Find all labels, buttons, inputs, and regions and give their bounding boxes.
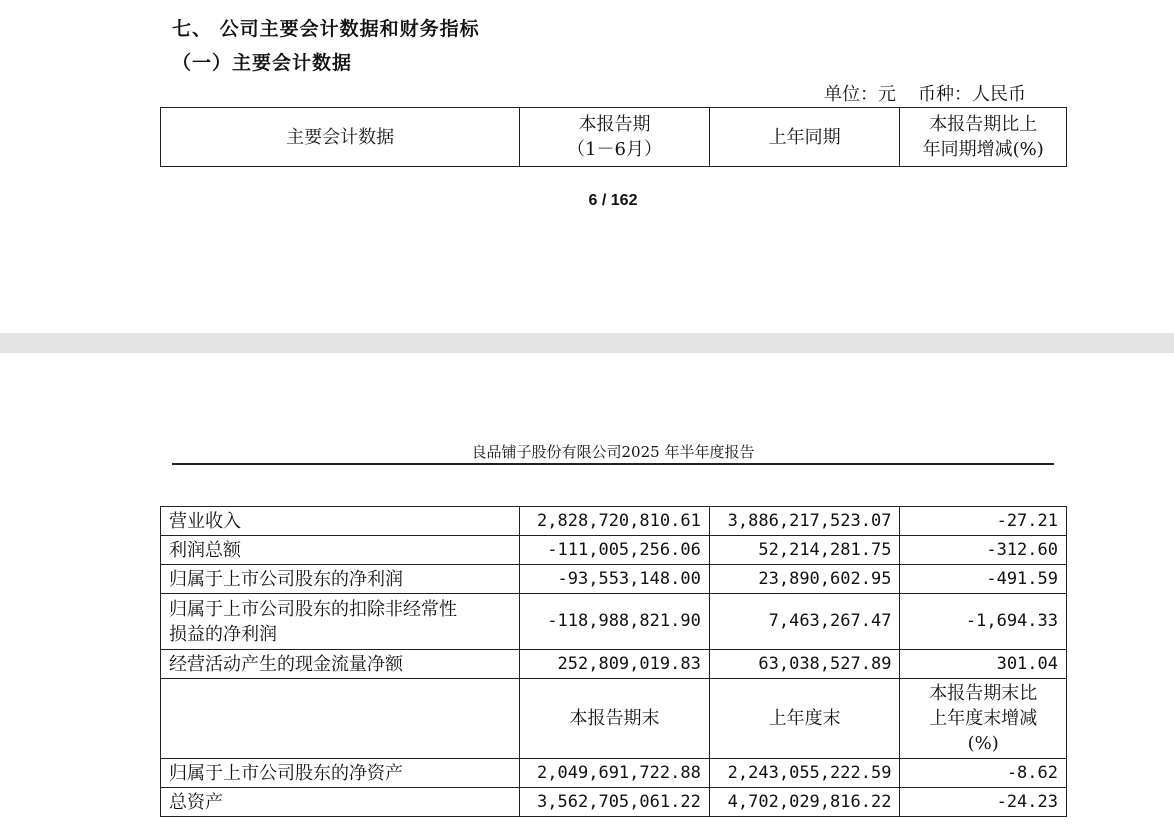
table-row: [161, 594, 1067, 650]
header-cell-change: 本报告期比上 年同期增减(%): [900, 108, 1067, 167]
row-prior-value: 3,886,217,523.07: [709, 507, 900, 536]
row-change-percent: -8.62: [900, 759, 1067, 788]
header2-cell-change: 本报告期末比 上年度末增减 (%): [900, 679, 1067, 759]
row-label: 利润总额: [161, 536, 520, 565]
currency-label: 币种：人民币: [918, 84, 1026, 105]
page-6: [0, 0, 1174, 333]
table-header-row: [161, 108, 1067, 167]
table-row: [161, 650, 1067, 679]
row-label: 归属于上市公司股东的净利润: [161, 565, 520, 594]
table-header-row-2: [161, 679, 1067, 759]
row-label: 归属于上市公司股东的净资产: [161, 759, 520, 788]
row-current-value: -111,005,256.06: [520, 536, 710, 565]
table-row: [161, 507, 1067, 536]
header2-cell-prior: 上年度末: [709, 679, 900, 759]
table-row: [161, 565, 1067, 594]
row-label: 归属于上市公司股东的扣除非经常性 损益的净利润: [161, 594, 520, 650]
header2-cell-current: 本报告期末: [520, 679, 710, 759]
row-current-value: -118,988,821.90: [520, 594, 710, 650]
row-change-percent: -491.59: [900, 565, 1067, 594]
running-header: 良品铺子股份有限公司2025 年半年度报告: [471, 443, 755, 461]
row-current-value: 3,562,705,061.22: [520, 788, 710, 817]
header-cell-prior: 上年同期: [709, 108, 900, 167]
row-prior-value: 23,890,602.95: [709, 565, 900, 594]
page-7: [0, 353, 1174, 840]
row-prior-value: 52,214,281.75: [709, 536, 900, 565]
row-prior-value: 63,038,527.89: [709, 650, 900, 679]
header-cell-item: 主要会计数据: [161, 108, 520, 167]
table-header-part: [160, 107, 1067, 167]
table-row: [161, 788, 1067, 817]
subsection-heading: （一）主要会计数据: [172, 52, 353, 74]
row-label: 总资产: [161, 788, 520, 817]
row-prior-value: 7,463,267.47: [709, 594, 900, 650]
row-label: 营业收入: [161, 507, 520, 536]
unit-label: 单位：元: [824, 84, 896, 105]
row-prior-value: 4,702,029,816.22: [709, 788, 900, 817]
row-change-percent: -1,694.33: [900, 594, 1067, 650]
row-change-percent: -27.21: [900, 507, 1067, 536]
section-heading: 七、 公司主要会计数据和财务指标: [172, 18, 480, 40]
table-row: [161, 536, 1067, 565]
unit-line: [824, 80, 1026, 106]
table-row: [161, 759, 1067, 788]
financial-data-table: [160, 506, 1067, 817]
row-prior-value: 2,243,055,222.59: [709, 759, 900, 788]
row-current-value: 252,809,019.83: [520, 650, 710, 679]
page-gap: [0, 333, 1174, 353]
header2-cell-item: [161, 679, 520, 759]
row-current-value: 2,828,720,810.61: [520, 507, 710, 536]
row-change-percent: -312.60: [900, 536, 1067, 565]
row-current-value: -93,553,148.00: [520, 565, 710, 594]
page-number: 6 / 162: [588, 192, 638, 209]
row-label: 经营活动产生的现金流量净额: [161, 650, 520, 679]
header-rule: [172, 463, 1054, 465]
row-change-percent: 301.04: [900, 650, 1067, 679]
row-change-percent: -24.23: [900, 788, 1067, 817]
row-current-value: 2,049,691,722.88: [520, 759, 710, 788]
header-cell-current: 本报告期 （1－6月）: [520, 108, 710, 167]
